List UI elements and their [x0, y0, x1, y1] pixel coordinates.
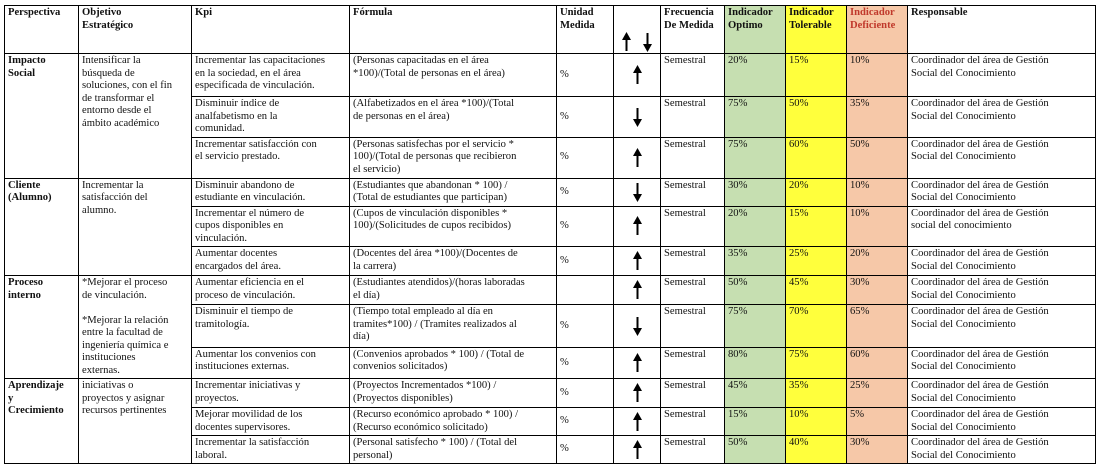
direction-cell — [614, 178, 661, 206]
kpi-cell: Incrementar las capacitaciones en la sociedad, en el área especificada de vinculación. — [192, 54, 350, 97]
frecuencia-cell: Semestral — [661, 97, 725, 138]
deficiente-cell: 35% — [847, 97, 908, 138]
kpi-cell: Disminuir índice de analfabetismo en la comunidad. — [192, 97, 350, 138]
optimo-cell: 50% — [725, 276, 786, 305]
arrow-down-icon — [633, 182, 642, 202]
header-objetivo: Objetivo Estratégico — [79, 6, 192, 54]
responsable-cell: Coordinador del área de Gestión Social del Conocimiento — [908, 379, 1096, 408]
header-formula: Fórmula — [350, 6, 557, 54]
tolerable-cell: 35% — [786, 379, 847, 408]
header-unidad: Unidad Medida — [557, 6, 614, 54]
optimo-cell: 30% — [725, 178, 786, 206]
responsable-cell: Coordinador del área de Gestión Social del Conocimiento — [908, 247, 1096, 276]
responsable-cell: Coordinador del área de Gestión Social del Conocimiento — [908, 305, 1096, 347]
direction-cell — [614, 305, 661, 347]
optimo-cell: 45% — [725, 379, 786, 408]
frecuencia-cell: Semestral — [661, 54, 725, 97]
kpi-cell: Disminuir abandono de estudiante en vinculación. — [192, 178, 350, 206]
formula-cell: (Docentes del área *100)/(Docentes de la carrera) — [350, 247, 557, 276]
header-row — [5, 6, 1096, 54]
header-deficiente: Indicador Deficiente — [847, 6, 908, 54]
unidad-cell: % — [557, 379, 614, 408]
perspectiva-cell: Cliente (Alumno) — [5, 178, 79, 276]
frecuencia-cell: Semestral — [661, 276, 725, 305]
tolerable-cell: 70% — [786, 305, 847, 347]
optimo-cell: 35% — [725, 247, 786, 276]
table-row — [5, 276, 1096, 305]
optimo-cell: 75% — [725, 137, 786, 178]
objetivo-cell: iniciativas o proyectos y asignar recursos pertinentes — [79, 379, 192, 464]
frecuencia-cell: Semestral — [661, 436, 725, 464]
tolerable-cell: 60% — [786, 137, 847, 178]
responsable-cell: Coordinador del área de Gestión Social del Conocimiento — [908, 137, 1096, 178]
direction-cell — [614, 436, 661, 464]
deficiente-cell: 20% — [847, 247, 908, 276]
deficiente-cell: 65% — [847, 305, 908, 347]
responsable-cell: Coordinador del área de Gestión social del conocimiento — [908, 206, 1096, 247]
objetivo-cell: *Mejorar el proceso de vinculación. *Mejorar la relación entre la facultad de ingeniería química e instituciones externas. — [79, 276, 192, 379]
formula-cell: (Estudiantes atendidos)/(horas laboradas el día) — [350, 276, 557, 305]
unidad-cell: % — [557, 436, 614, 464]
tolerable-cell: 50% — [786, 97, 847, 138]
kpi-cell: Disminuir el tiempo de tramitología. — [192, 305, 350, 347]
arrow-down-icon — [633, 107, 642, 127]
table-row — [5, 178, 1096, 206]
arrow-up-icon — [633, 216, 642, 236]
perspectiva-cell: Proceso interno — [5, 276, 79, 379]
frecuencia-cell: Semestral — [661, 379, 725, 408]
kpi-cell: Aumentar docentes encargados del área. — [192, 247, 350, 276]
unidad-cell: % — [557, 408, 614, 436]
formula-cell: (Proyectos Incrementados *100) / (Proyectos disponibles) — [350, 379, 557, 408]
unidad-cell: % — [557, 206, 614, 247]
arrow-up-icon — [633, 383, 642, 403]
tolerable-cell: 25% — [786, 247, 847, 276]
deficiente-cell: 50% — [847, 137, 908, 178]
header-frecuencia: Frecuencia De Medida — [661, 6, 725, 54]
frecuencia-cell: Semestral — [661, 408, 725, 436]
tolerable-cell: 15% — [786, 54, 847, 97]
kpi-cell: Incrementar la satisfacción laboral. — [192, 436, 350, 464]
kpi-cell: Aumentar eficiencia en el proceso de vinculación. — [192, 276, 350, 305]
header-kpi: Kpi — [192, 6, 350, 54]
optimo-cell: 80% — [725, 347, 786, 378]
optimo-cell: 50% — [725, 436, 786, 464]
table-row — [5, 54, 1096, 97]
direction-cell — [614, 97, 661, 138]
perspectiva-cell: Aprendizaje y Crecimiento — [5, 379, 79, 464]
optimo-cell: 20% — [725, 206, 786, 247]
tolerable-cell: 40% — [786, 436, 847, 464]
unidad-cell: % — [557, 137, 614, 178]
optimo-cell: 75% — [725, 305, 786, 347]
direction-cell — [614, 347, 661, 378]
header-tolerable: Indicador Tolerable — [786, 6, 847, 54]
tolerable-cell: 10% — [786, 408, 847, 436]
arrow-up-icon — [633, 251, 642, 271]
deficiente-cell: 10% — [847, 178, 908, 206]
frecuencia-cell: Semestral — [661, 247, 725, 276]
arrow-down-icon — [633, 316, 642, 336]
unidad-cell — [557, 276, 614, 305]
formula-cell: (Personas satisfechas por el servicio * 100)/(Total de personas que recibieron el servicio) — [350, 137, 557, 178]
responsable-cell: Coordinador del área de Gestión Social del Conocimiento — [908, 436, 1096, 464]
responsable-cell: Coordinador del área de Gestión Social del Conocimiento — [908, 178, 1096, 206]
direction-cell — [614, 247, 661, 276]
kpi-cell: Incrementar satisfacción con el servicio prestado. — [192, 137, 350, 178]
frecuencia-cell: Semestral — [661, 178, 725, 206]
deficiente-cell: 30% — [847, 276, 908, 305]
tolerable-cell: 15% — [786, 206, 847, 247]
optimo-cell: 75% — [725, 97, 786, 138]
direction-cell — [614, 408, 661, 436]
formula-cell: (Cupos de vinculación disponibles * 100)/(Solicitudes de cupos recibidos) — [350, 206, 557, 247]
optimo-cell: 20% — [725, 54, 786, 97]
header-direction — [614, 6, 661, 54]
objetivo-cell: Incrementar la satisfacción del alumno. — [79, 178, 192, 276]
tolerable-cell: 20% — [786, 178, 847, 206]
formula-cell: (Tiempo total empleado al día en tramites*100) / (Tramites realizados al día) — [350, 305, 557, 347]
unidad-cell: % — [557, 54, 614, 97]
arrow-down-icon — [643, 32, 652, 52]
table-row — [5, 379, 1096, 408]
header-responsable: Responsable — [908, 6, 1096, 54]
direction-cell — [614, 137, 661, 178]
direction-cell — [614, 276, 661, 305]
optimo-cell: 15% — [725, 408, 786, 436]
kpi-cell: Mejorar movilidad de los docentes supervisores. — [192, 408, 350, 436]
unidad-cell: % — [557, 247, 614, 276]
formula-cell: (Convenios aprobados * 100) / (Total de convenios solicitados) — [350, 347, 557, 378]
direction-cell — [614, 206, 661, 247]
formula-cell: (Personas capacitadas en el área *100)/(Total de personas en el área) — [350, 54, 557, 97]
responsable-cell: Coordinador del área de Gestión Social del Conocimiento — [908, 97, 1096, 138]
arrow-up-icon — [633, 148, 642, 168]
header-optimo: Indicador Optimo — [725, 6, 786, 54]
kpi-cell: Incrementar el número de cupos disponibles en vinculación. — [192, 206, 350, 247]
frecuencia-cell: Semestral — [661, 305, 725, 347]
arrow-up-icon — [633, 65, 642, 85]
deficiente-cell: 10% — [847, 206, 908, 247]
arrow-up-icon — [633, 440, 642, 460]
unidad-cell: % — [557, 305, 614, 347]
deficiente-cell: 30% — [847, 436, 908, 464]
responsable-cell: Coordinador del área de Gestión Social del Conocimiento — [908, 54, 1096, 97]
arrow-up-icon — [633, 353, 642, 373]
unidad-cell: % — [557, 178, 614, 206]
frecuencia-cell: Semestral — [661, 347, 725, 378]
perspectiva-cell: Impacto Social — [5, 54, 79, 179]
arrow-up-icon — [633, 280, 642, 300]
kpi-cell: Aumentar los convenios con instituciones externas. — [192, 347, 350, 378]
deficiente-cell: 60% — [847, 347, 908, 378]
unidad-cell: % — [557, 97, 614, 138]
objetivo-cell: Intensificar la búsqueda de soluciones, con el fin de transformar el entorno desde el ámbito académico — [79, 54, 192, 179]
deficiente-cell: 25% — [847, 379, 908, 408]
kpi-table — [4, 5, 1096, 464]
responsable-cell: Coordinador del área de Gestión Social del Conocimiento — [908, 408, 1096, 436]
frecuencia-cell: Semestral — [661, 206, 725, 247]
arrow-up-icon — [633, 412, 642, 432]
arrow-up-icon — [622, 32, 631, 52]
kpi-cell: Incrementar iniciativas y proyectos. — [192, 379, 350, 408]
formula-cell: (Alfabetizados en el área *100)/(Total de personas en el área) — [350, 97, 557, 138]
frecuencia-cell: Semestral — [661, 137, 725, 178]
unidad-cell: % — [557, 347, 614, 378]
header-perspectiva: Perspectiva — [5, 6, 79, 54]
direction-cell — [614, 54, 661, 97]
formula-cell: (Personal satisfecho * 100) / (Total del personal) — [350, 436, 557, 464]
formula-cell: (Recurso económico aprobado * 100) / (Recurso económico solicitado) — [350, 408, 557, 436]
formula-cell: (Estudiantes que abandonan * 100) / (Total de estudiantes que participan) — [350, 178, 557, 206]
tolerable-cell: 45% — [786, 276, 847, 305]
responsable-cell: Coordinador del área de Gestión Social del Conocimiento — [908, 276, 1096, 305]
deficiente-cell: 10% — [847, 54, 908, 97]
direction-cell — [614, 379, 661, 408]
responsable-cell: Coordinador del área de Gestión Social del Conocimiento — [908, 347, 1096, 378]
deficiente-cell: 5% — [847, 408, 908, 436]
tolerable-cell: 75% — [786, 347, 847, 378]
